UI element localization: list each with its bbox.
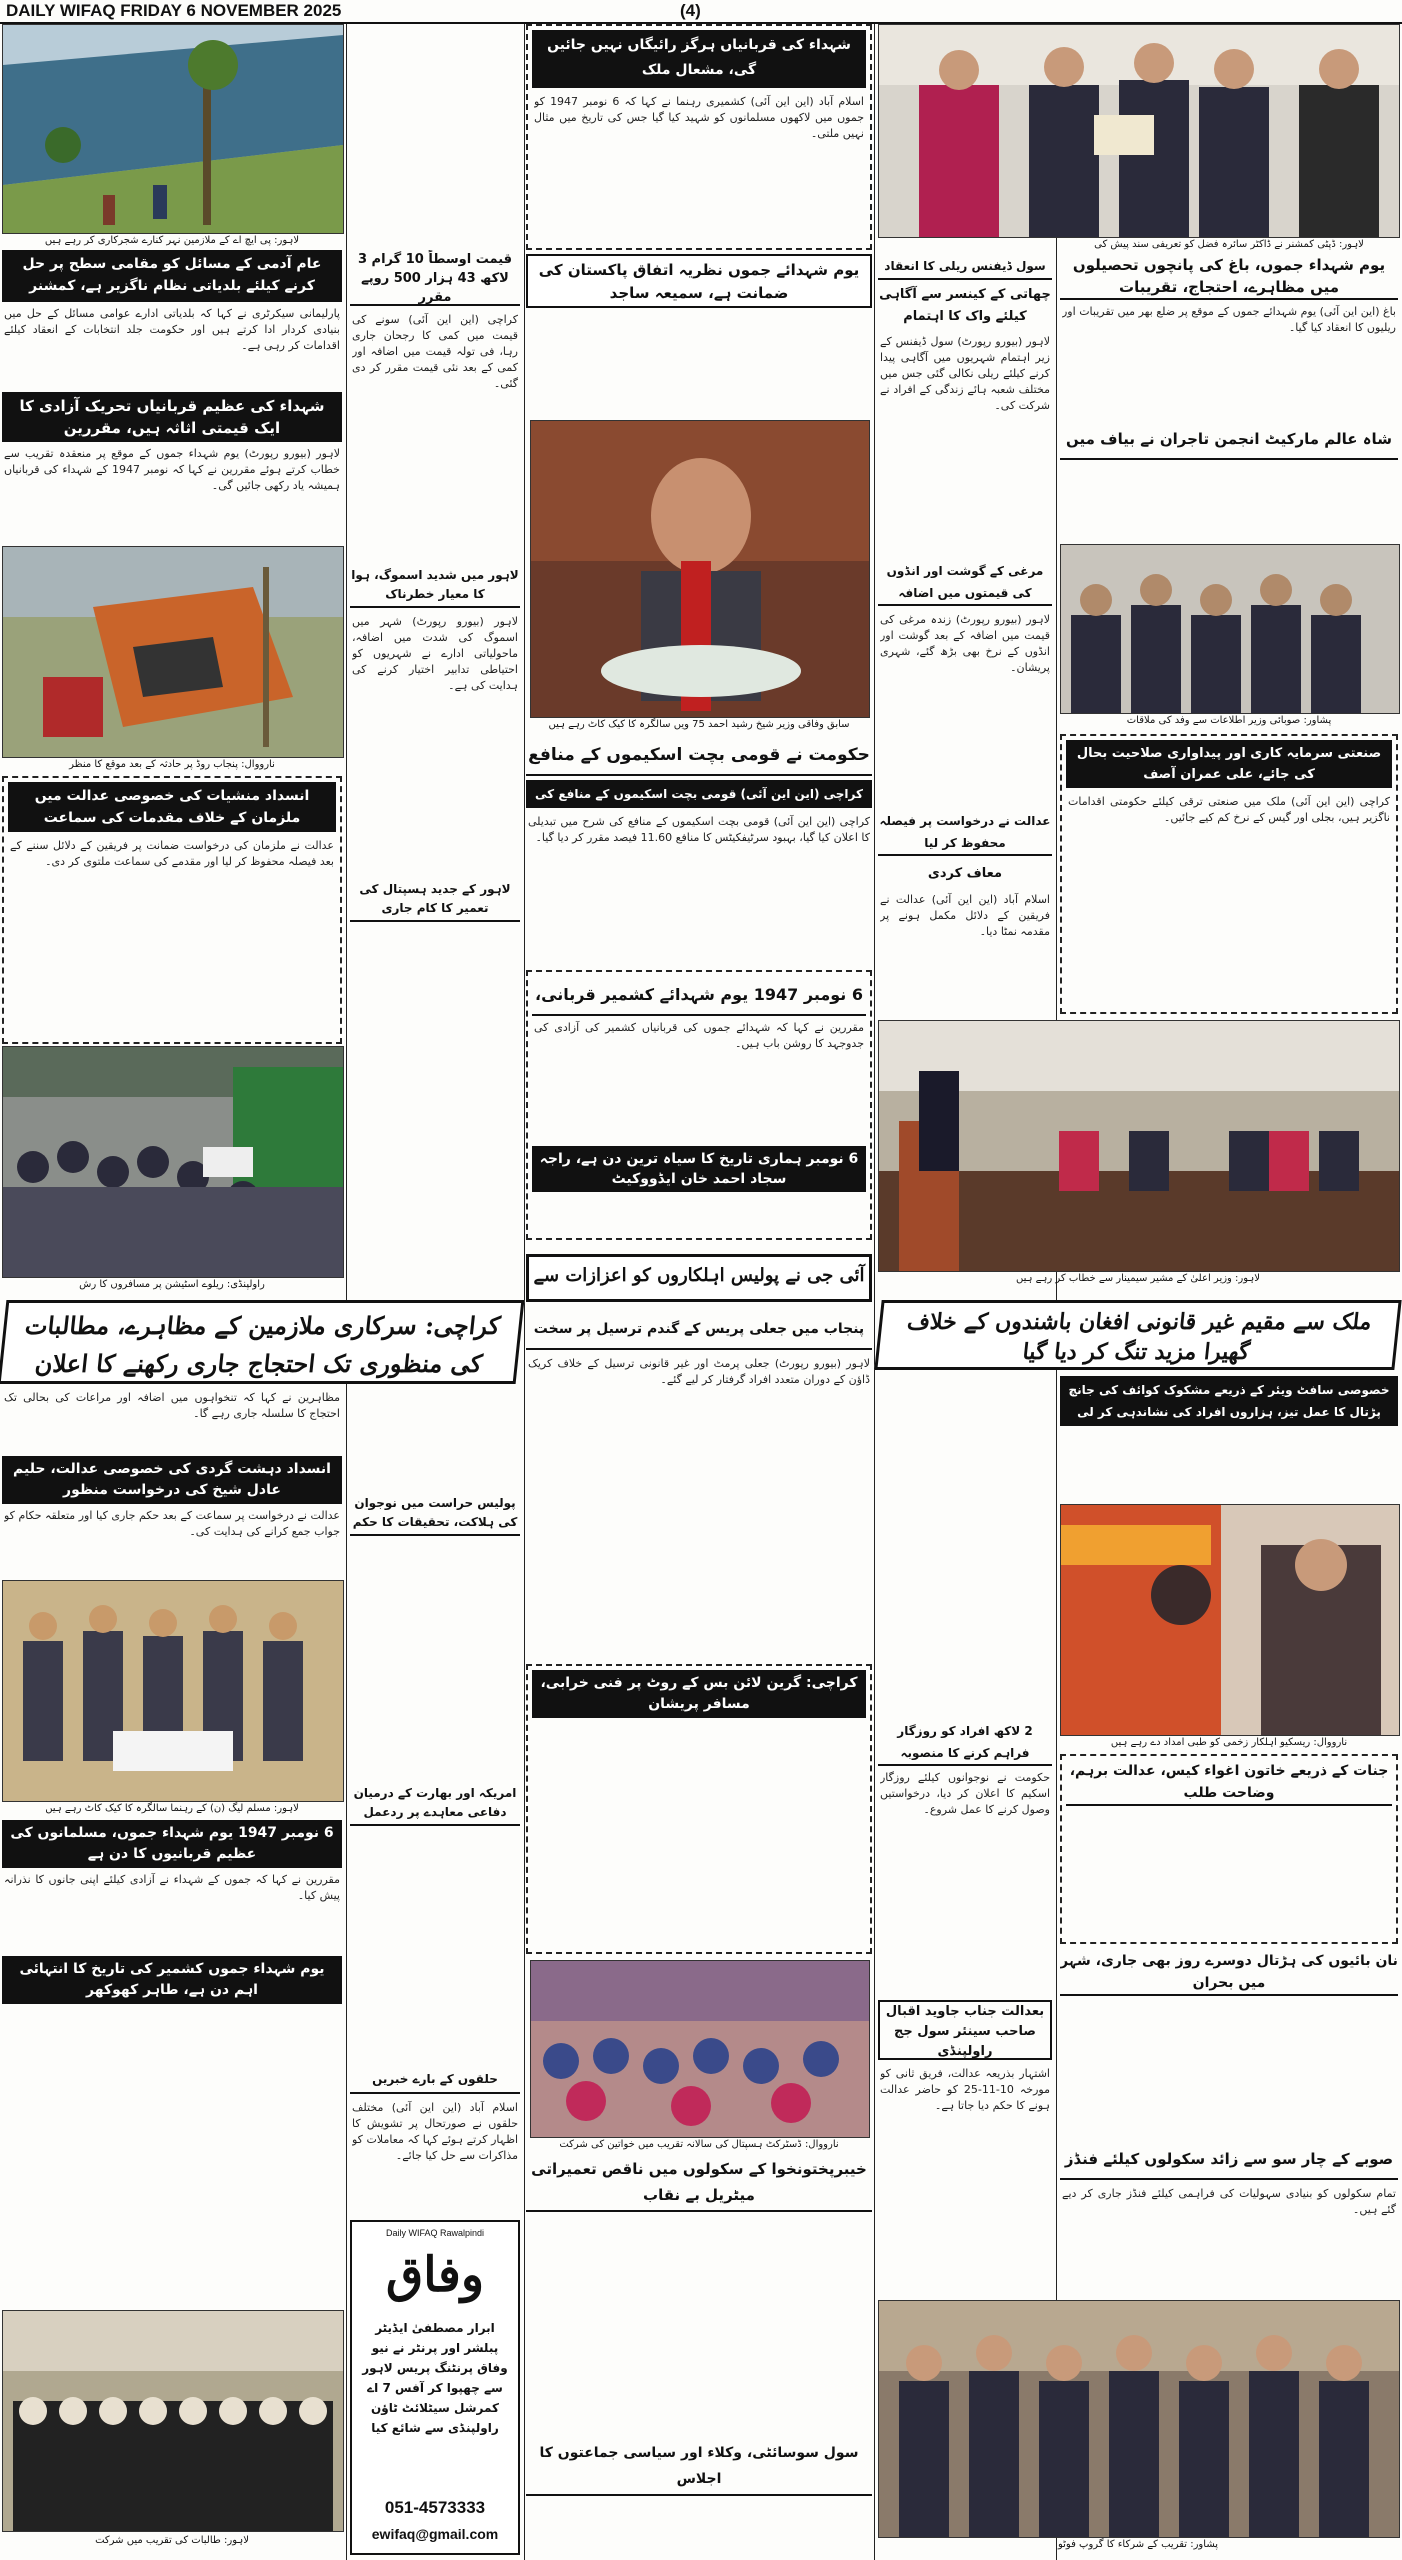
article-body: کراچی (این این آئی) قومی بچت اسکیموں کے منافع کی شرح میں تبدیلی کا اعلان کیا گیا، بہبود سرٹیفکیٹس کا منافع 11.60 فیصد مقرر کر دیا گیا۔	[528, 815, 870, 844]
photo-caption: لاہور: پی ایچ اے کے ملازمین نہر کنارے شجرکاری کر رہے ہیں	[44, 235, 300, 246]
article-body: مقررین نے کہا کہ جموں کے شہداء نے آزادی کیلئے اپنی جانوں کا نذرانہ پیش کیا۔	[4, 1873, 340, 1902]
subheadline: کراچی (این این آئی) قومی بچت اسکیموں کے منافع کی	[526, 780, 872, 808]
column-rule	[346, 24, 347, 2560]
article-body: لاہور (بیورو رپورٹ) یوم شہداء جموں کے موقع پر منعقدہ تقریب سے خطاب کرتے ہوئے مقررین نے کہا کہ نومبر 1947 کے شہداء کی قربانیاں ہمیشہ یاد رکھی جائیں گی۔	[4, 447, 340, 492]
banner-headline: کراچی: سرکاری ملازمین کے مظاہرے، مطالبات کی منظوری تک احتجاج جاری رکھنے کا اعلان	[0, 1300, 524, 1384]
headline: 6 نومبر 1947 یوم شہدائے کشمیر قربانی،	[532, 976, 866, 1016]
photo-caption: سابق وفاقی وزیر شیخ رشید احمد 75 ویں سالگرہ کا کیک کاٹ رہے ہیں	[548, 719, 850, 730]
headline: عدالت نے درخواست پر فیصلہ محفوظ کر لیا	[878, 810, 1052, 856]
subheadline: خصوصی سافٹ ویئر کے ذریعے مشکوک کوائف کی جانچ پڑتال کا عمل تیز، ہزاروں افراد کی نشاندہی کر لی	[1060, 1376, 1398, 1426]
article-body: کراچی (این این آئی) سونے کی قیمت میں کمی کا رجحان جاری رہا، فی تولہ قیمت میں اضافہ اور کمی کے بعد نئی قیمت مقرر کر دی گئی۔	[352, 313, 518, 390]
photo-students	[2, 2310, 344, 2532]
contact-phone: 051-4573333	[384, 2498, 486, 2517]
photo-railway-station	[2, 1046, 344, 1278]
headline: چھاتی کے کینسر سے آگاہی کیلئے واک کا اہتمام	[879, 287, 1051, 324]
article-body: اشتہار بذریعہ عدالت، فریق ثانی کو مورخہ 10-11-25 کو حاضر عدالت ہونے کا حکم دیا جاتا ہے۔	[880, 2067, 1050, 2112]
headline: نان بائیوں کی ہڑتال دوسرے روز بھی جاری، شہر میں بحران	[1060, 1950, 1398, 1996]
logo-tagline: Daily WIFAQ Rawalpindi	[385, 2228, 485, 2238]
photo-birthday-cake	[530, 420, 870, 718]
banner-headline: آئی جی نے پولیس اہلکاروں کو اعزازات سے	[526, 1254, 872, 1302]
article-body: لاہور (بیورو رپورٹ) شہر میں اسموگ کی شدت میں اضافہ، ماحولیاتی ادارے نے شہریوں کو احتیاطی تدابیر اختیار کرنے کی ہدایت کی ہے۔	[352, 615, 518, 692]
column-rule	[524, 24, 525, 2560]
article-body: لاہور (بیورو رپورٹ) جعلی پرمٹ اور غیر قانونی ترسیل کے خلاف کریک ڈاؤن کے دوران متعدد افراد گرفتار کر لیے گئے۔	[528, 1357, 870, 1386]
contact-email: ewifaq@gmail.com	[371, 2526, 499, 2542]
photo-cake-cutting	[2, 1580, 344, 1802]
headline: حلقوں کے بارے خبریں	[350, 2070, 520, 2094]
headline: انسداد منشیات کی خصوصی عدالت میں ملزمان کے خلاف مقدمات کی سماعت	[8, 782, 336, 832]
headline: سول سوسائٹی، وکلاء اور سیاسی جماعتوں کا اجلاس	[526, 2440, 872, 2496]
newspaper-logo-box	[350, 2220, 520, 2555]
imprint-text: ابرار مصطفیٰ ایڈیٹر پبلشر اور پرنٹر نے نیو وفاق پرنٹنگ پریس لاہور سے چھپوا کر آفس 7 اے کمرشل سیٹلائٹ ٹاؤن راولپنڈی سے شائع کیا	[362, 2321, 508, 2435]
column-rule	[874, 24, 875, 2560]
photo-accident	[2, 546, 344, 758]
headline: یوم شہدائے جموں نظریہ اتفاق پاکستان کی ضمانت ہے، سمیعہ ساجد	[526, 254, 872, 308]
photo-caption: نارووال: ریسکیو اہلکار زخمی کو طبی امداد دے رہے ہیں	[1110, 1737, 1348, 1748]
headline: سول ڈیفنس ریلی کا انعقاد	[878, 254, 1052, 280]
headline: معاف کردی	[927, 866, 1003, 881]
photo-hospital-event	[530, 1960, 870, 2138]
headline: پنجاب میں جعلی پریس کے گندم ترسیل پر سخت	[526, 1310, 872, 1350]
article-body: عدالت نے درخواست پر سماعت کے بعد حکم جاری کیا اور متعلقہ حکام کو جواب جمع کرانے کی ہدایت کی۔	[4, 1509, 340, 1538]
headline: صوبے کے چار سو سے زائد سکولوں کیلئے فنڈز	[1060, 2140, 1398, 2180]
page-number: (4)	[680, 1, 701, 20]
headline: لاہور میں شدید اسموگ، ہوا کا معیار خطرناک	[350, 566, 520, 608]
article-body: لاہور (بیورو رپورٹ) زندہ مرغی کی قیمت میں اضافہ کے بعد گوشت اور انڈوں کے نرخ بھی بڑھ گئے، شہری پریشان۔	[880, 613, 1050, 674]
newspaper-logo: وفاق	[386, 2247, 484, 2303]
article-body: کراچی (این این آئی) ملک میں صنعتی ترقی کیلئے حکومتی اقدامات ناگزیر ہیں، بجلی اور گیس کے نرخ کم کیے جائیں۔	[1068, 795, 1390, 824]
headline: انسداد دہشت گردی کی خصوصی عدالت، حلیم عادل شیخ کی درخواست منظور	[2, 1456, 342, 1504]
photo-certificate-ceremony	[878, 24, 1400, 238]
headline: قیمت اوسطاً 10 گرام 3 لاکھ 43 ہزار 500 روپے مقرر	[350, 250, 520, 306]
headline: شہداء کی عظیم قربانیاں تحریک آزادی کا ایک قیمتی اثاثہ ہیں، مقررین	[2, 392, 342, 442]
headline: جنات کے ذریعے خاتون اغواء کیس، عدالت برہم، وضاحت طلب	[1066, 1760, 1392, 1806]
headline: مرغی کے گوشت اور انڈوں کی قیمتوں میں اضافہ	[878, 560, 1052, 606]
headline: بعدالت جناب جاوید اقبال صاحب سینئر سول جج راولپنڈی	[878, 2000, 1052, 2060]
photo-caption: نارووال: ڈسٹرکٹ ہسپتال کی سالانہ تقریب میں خواتین کی شرکت	[559, 2139, 839, 2150]
headline: لاہور کے جدید ہسپتال کی تعمیر کا کام جاری	[350, 880, 520, 922]
headline: 6 نومبر ہماری تاریخ کا سیاہ ترین دن ہے، راجہ سجاد احمد خان ایڈووکیٹ	[532, 1146, 866, 1192]
photo-delegation-meeting	[1060, 544, 1400, 714]
article-body: مظاہرین نے کہا کہ تنخواہوں میں اضافہ اور مراعات کی بحالی تک احتجاج کا سلسلہ جاری رہے گا۔	[4, 1391, 340, 1420]
photo-caption: پشاور: صوبائی وزیر اطلاعات سے وفد کی ملاقات	[1126, 715, 1332, 726]
headline: یوم شہداء جموں کشمیر کی تاریخ کا انتہائی اہم دن ہے، طاہر کھوکھر	[2, 1956, 342, 2004]
photo-caption: راولپنڈی: ریلوے اسٹیشن پر مسافروں کا رش	[79, 1279, 265, 1290]
headline: 6 نومبر 1947 یوم شہداء جموں، مسلمانوں کی عظیم قربانیوں کا دن ہے	[2, 1820, 342, 1868]
article-body: اسلام آباد (این این آئی) عدالت نے فریقین کے دلائل مکمل ہونے پر مقدمہ نمٹا دیا۔	[880, 893, 1050, 938]
article-body: حکومت نے نوجوانوں کیلئے روزگار اسکیم کا اعلان کر دیا، درخواستیں وصول کرنے کا عمل شروع۔	[880, 1771, 1050, 1816]
article-body: مقررین نے کہا کہ شہدائے جموں کی قربانیاں کشمیر کی آزادی کی جدوجہد کا روشن باب ہیں۔	[534, 1021, 864, 1050]
banner-headline: ملک سے مقیم غیر قانونی افغان باشندوں کے خلاف گھیرا مزید تنگ کر دیا گیا	[874, 1300, 1401, 1370]
photo-caption: نارووال: پنجاب روڈ پر حادثہ کے بعد موقع کا منظر	[69, 759, 275, 770]
headline: کراچی: گرین لائن بس کے روٹ پر فنی خرابی، مسافر پریشان	[532, 1670, 866, 1718]
photo-seminar-stage	[878, 1020, 1400, 1272]
headline: 2 لاکھ افراد کو روزگار فراہم کرنے کا منصوبہ	[878, 1720, 1052, 1766]
masthead-title: DAILY WIFAQ FRIDAY 6 NOVEMBER 2025	[6, 1, 342, 20]
article-body: اسلام آباد (این این آئی) مختلف حلقوں نے صورتحال پر تشویش کا اظہار کرتے ہوئے کہا کہ معاملات کو مذاکرات سے حل کیا جائے۔	[352, 2101, 518, 2162]
headline: پولیس حراست میں نوجوان کی ہلاکت، تحقیقات کا حکم	[350, 1494, 520, 1536]
headline: شاہ عالم مارکیٹ انجمن تاجران نے بیاف میں	[1060, 420, 1398, 460]
headline: یوم شہداء جموں، باغ کی پانچوں تحصیلوں میں مظاہرے، احتجاج، تقریبات	[1060, 254, 1398, 300]
article-body: لاہور (بیورو رپورٹ) سول ڈیفنس کے زیر اہتمام شہریوں میں آگاہی پیدا کرنے کیلئے ریلی نکالی گئی جس میں مختلف شعبہ ہائے زندگی کے افراد نے شرکت کی۔	[880, 335, 1050, 412]
headline: امریکہ اور بھارت کے درمیان دفاعی معاہدے پر ردعمل	[350, 1784, 520, 1826]
headline: صنعتی سرمایہ کاری اور پیداواری صلاحیت بحال کی جائے، علی عمران آصف	[1066, 740, 1392, 788]
headline: عام آدمی کے مسائل کو مقامی سطح پر حل کرنے کیلئے بلدیاتی نظام ناگزیر ہے، کمشنر	[2, 250, 342, 302]
photo-rescue	[1060, 1504, 1400, 1736]
photo-caption: لاہور: وزیر اعلیٰ کے مشیر سیمینار سے خطاب کر رہے ہیں	[1016, 1273, 1260, 1284]
photo-group	[878, 2300, 1400, 2538]
article-body: اسلام آباد (این این آئی) کشمیری رہنما نے کہا کہ 6 نومبر 1947 کو جموں میں لاکھوں مسلمانوں کو شہید کیا گیا جس کی تاریخ میں مثال نہیں ملتی۔	[534, 95, 864, 140]
photo-caption: لاہور: ڈپٹی کمشنر نے ڈاکٹر سائرہ فضل کو تعریفی سند پیش کی	[1094, 239, 1364, 250]
article-body: باغ (این این آئی) یوم شہدائے جموں کے موقع پر ضلع بھر میں تقریبات اور ریلیوں کا انعقاد کیا گیا۔	[1062, 305, 1396, 334]
article-body: عدالت نے ملزمان کی درخواست ضمانت پر فریقین کے دلائل سننے کے بعد فیصلہ محفوظ کر لیا اور مقدمے کی سماعت ملتوی کر دی۔	[10, 839, 334, 868]
photo-canal-planting	[2, 24, 344, 234]
photo-caption: پشاور: تقریب کے شرکاء کا گروپ فوٹو	[1057, 2539, 1219, 2550]
headline: خیبرپختونخوا کے سکولوں میں ناقص تعمیراتی میٹریل بے نقاب	[526, 2156, 872, 2212]
headline: شہداء کی قربانیاں ہرگز رائیگاں نہیں جائیں گی، مشعال ملک	[532, 30, 866, 88]
photo-caption: لاہور: مسلم لیگ (ن) کے رہنما سالگرہ کا کیک کاٹ رہے ہیں	[45, 1803, 299, 1814]
column-rule	[1056, 24, 1057, 2560]
article-body: پارلیمانی سیکرٹری نے کہا کہ بلدیاتی ادارے عوامی مسائل کے حل میں بنیادی کردار ادا کرتے ہیں اور حکومت جلد انتخابات کے انعقاد کیلئے اقدامات کر رہی ہے۔	[4, 307, 340, 352]
masthead	[0, 0, 1402, 24]
article-body: تمام سکولوں کو بنیادی سہولیات کی فراہمی کیلئے فنڈز جاری کر دیے گئے ہیں۔	[1062, 2187, 1396, 2216]
photo-caption: لاہور: طالبات کی تقریب میں شرکت	[95, 2535, 249, 2546]
headline: حکومت نے قومی بچت اسکیموں کے منافع	[526, 736, 872, 776]
